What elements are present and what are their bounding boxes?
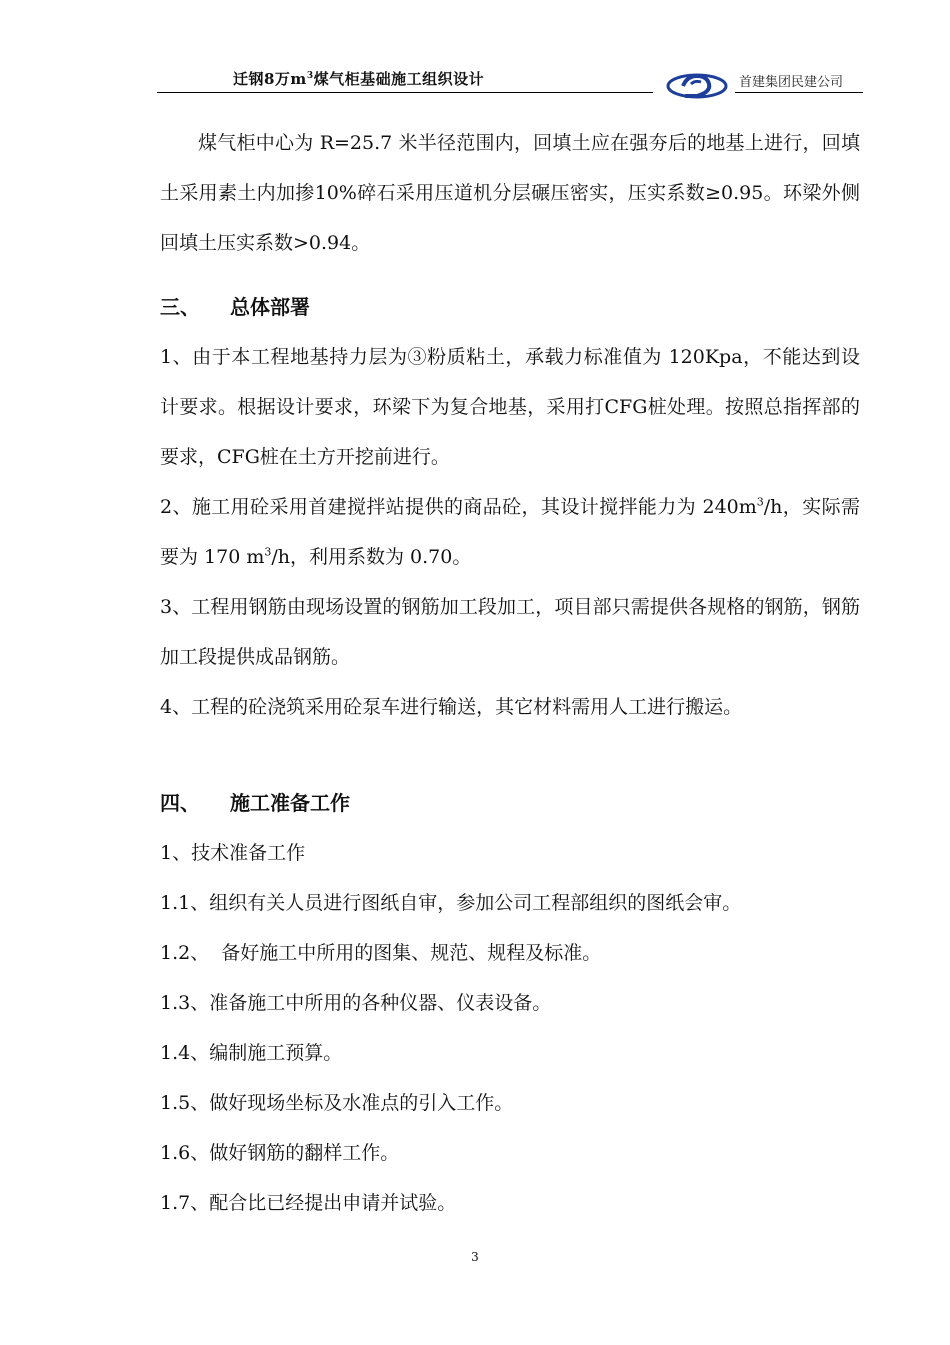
list-item: 1.3、准备施工中所用的各种仪器、仪表设备。 xyxy=(160,992,552,1014)
section-number: 四、 xyxy=(160,791,200,815)
list-item: 1.6、做好钢筋的翻样工作。 xyxy=(160,1142,400,1164)
document-body xyxy=(160,118,860,1228)
list-item: 1.1、组织有关人员进行图纸自审，参加公司工程部组织的图纸会审。 xyxy=(160,892,742,914)
paragraph: 1、由于本工程地基持力层为③粉质粘土，承载力标准值为 120Kpa，不能达到设计要求。根据设计要求，环梁下为复合地基，采用打CFG桩处理。按照总指挥部的要求，CFG桩在土方开挖前进行。 xyxy=(160,346,860,468)
intro-paragraph: 煤气柜中心为 R=25.7 米半径范围内，回填土应在强夯后的地基上进行，回填土采用素土内加掺10%碎石采用压道机分层碾压密实，压实系数≥0.95。环梁外侧回填土压实系数>0.94。 xyxy=(160,132,860,254)
section-title: 施工准备工作 xyxy=(230,791,350,815)
header-rule-right xyxy=(735,92,863,93)
header-rule-left xyxy=(157,92,653,93)
section-title: 总体部署 xyxy=(230,295,310,319)
section-heading xyxy=(160,282,860,332)
page-header xyxy=(157,60,863,106)
paragraph: 2、施工用砼采用首建搅拌站提供的商品砼，其设计搅拌能力为 $240m^3/h$，实际需要为 170 $m^3/h$，利用系数为 0.70。 xyxy=(160,495,860,568)
subheading: 1、技术准备工作 xyxy=(160,842,306,864)
section-number: 三、 xyxy=(160,295,200,319)
paragraph: 4、工程的砼浇筑采用砼泵车进行输送，其它材料需用人工进行搬运。 xyxy=(160,696,743,718)
list-item: 1.4、编制施工预算。 xyxy=(160,1042,343,1064)
section-heading xyxy=(160,778,860,828)
page-number: 3 xyxy=(471,1250,479,1264)
company-logo-icon xyxy=(665,68,729,104)
list-item: 1.5、做好现场坐标及水准点的引入工作。 xyxy=(160,1092,514,1114)
document-title: 迁钢8万$m^3$煤气柜基础施工组织设计 xyxy=(233,70,485,88)
paragraph: 3、工程用钢筋由现场设置的钢筋加工段加工，项目部只需提供各规格的钢筋，钢筋加工段提供成品钢筋。 xyxy=(160,596,860,668)
list-item: 1.7、配合比已经提出申请并试验。 xyxy=(160,1192,457,1214)
list-item: 1.2、 备好施工中所用的图集、规范、规程及标准。 xyxy=(160,942,602,964)
company-name: 首建集团民建公司 xyxy=(739,75,844,90)
